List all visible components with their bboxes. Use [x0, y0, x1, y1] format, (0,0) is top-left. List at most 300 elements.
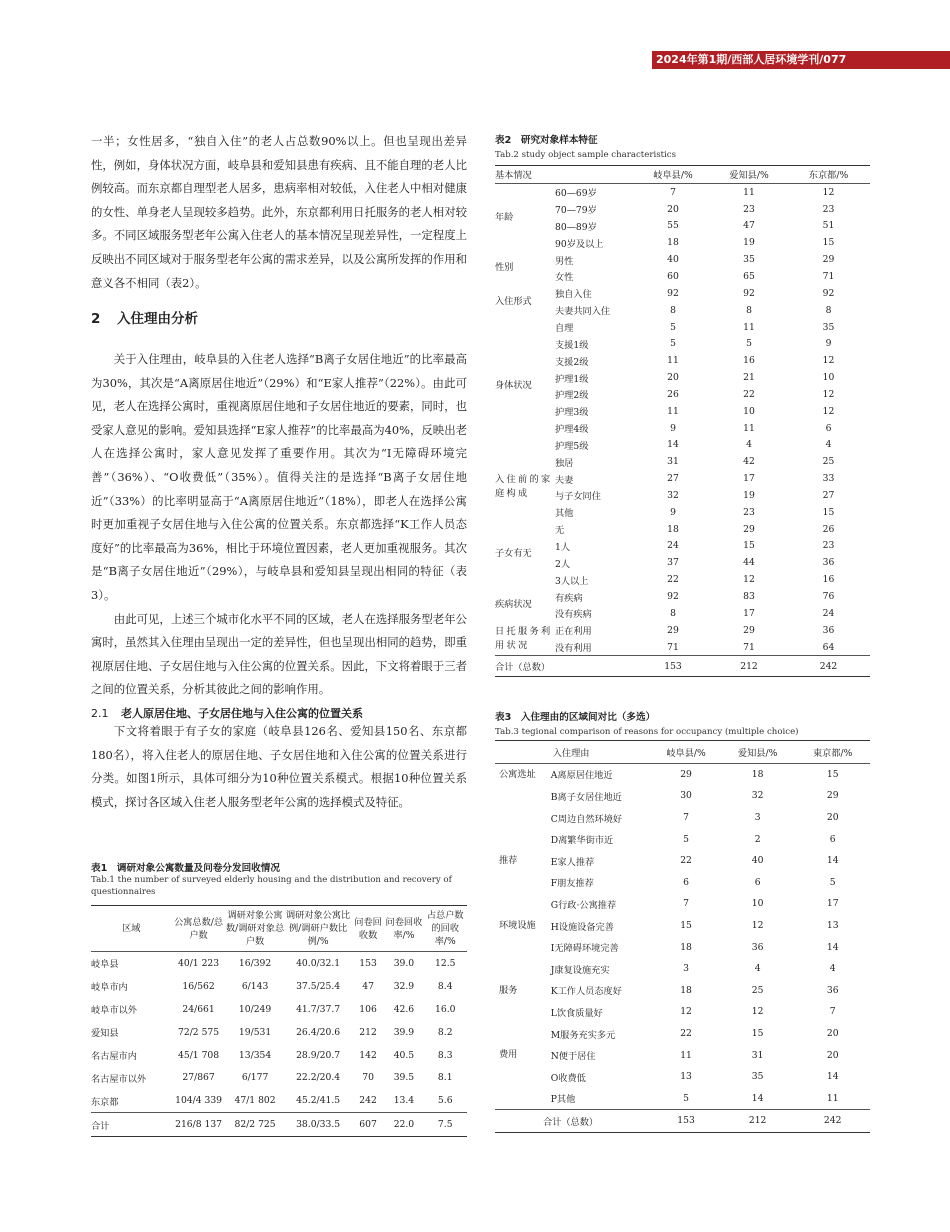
- table2-cell: 16: [822, 574, 835, 586]
- table2-cell: 7: [670, 186, 676, 198]
- table3-cell: 12: [751, 920, 764, 932]
- table2-cell: 26: [667, 388, 679, 400]
- table2-cell: 65: [743, 270, 755, 282]
- table1-cell: 39.0: [393, 957, 415, 969]
- table3-cell: 15: [826, 768, 839, 780]
- table1-header-cell: 公寓总数/总户数: [174, 916, 224, 941]
- table2-cell: 12: [743, 574, 755, 586]
- table1: [91, 905, 467, 1137]
- table3-cell: 3: [683, 963, 689, 975]
- table2-cell: 83: [743, 591, 755, 603]
- table2-cell: 9: [670, 506, 676, 518]
- table2-cell: 20: [667, 203, 679, 215]
- table1-cell: 27/867: [182, 1072, 215, 1084]
- table3-header-row: [495, 741, 870, 764]
- journal-header: 2024年第1期/西部人居环境学刊/077: [656, 53, 847, 66]
- table2-row: [495, 319, 870, 336]
- table1-cell: 41.7/37.7: [296, 1003, 341, 1015]
- paragraph-block-4: [91, 720, 467, 814]
- table2-cell: 11: [743, 321, 755, 333]
- table2-cell: 29: [822, 254, 835, 266]
- table2-cell: 独居: [555, 457, 574, 469]
- table3-cell: F朋友推荐: [550, 878, 594, 890]
- table3-cell: 29: [826, 790, 839, 802]
- table2-header-row: [495, 166, 870, 184]
- table1-cell: 5.6: [437, 1095, 453, 1107]
- table2-cell: 女性: [555, 272, 574, 284]
- table2-cell: 35: [822, 321, 835, 333]
- table2-cell: 其他: [555, 508, 574, 520]
- table2-cell: 10: [822, 372, 835, 384]
- table3-cell: 10: [751, 898, 764, 910]
- table2-cell: 夫妻: [555, 474, 574, 486]
- table3-cell: 14: [826, 1071, 839, 1083]
- table3-cell: 12: [680, 1006, 692, 1018]
- table2-total-cell: 242: [819, 660, 838, 672]
- table2-group-label: 子女有无: [495, 548, 532, 560]
- table2-cell: 与子女同住: [555, 491, 601, 503]
- table2-group-label: 疾病状况: [495, 598, 532, 610]
- table3-cell: 32: [751, 790, 764, 802]
- table1-header-cell: 问卷回收数: [354, 916, 382, 941]
- table1-cell: 153: [359, 957, 377, 969]
- table2-cell: 4: [746, 439, 752, 451]
- table3-row: [495, 893, 870, 915]
- table2-cell: 11: [743, 186, 755, 198]
- table2-row: [495, 183, 870, 200]
- table3-group-label: 服务: [499, 984, 518, 996]
- table2-cell: 37: [667, 557, 679, 569]
- table1-row: [91, 1021, 467, 1044]
- table2-cell: 夫妻共同入住: [555, 306, 611, 318]
- table1-cell: 22.0: [393, 1119, 415, 1131]
- subsection-title: 老人原居住地、子女居住地与入住公寓的位置关系: [121, 707, 363, 720]
- table3-cell: 18: [751, 768, 764, 780]
- table2-cell: 92: [667, 287, 679, 299]
- paragraph-2: 关于入住理由，岐阜县的入住老人选择“B离子女居住地近”的比率最高为30%，其次是“A离原居住地近”（29%）和“E家人推荐”（22%）。由此可见，老人在选择公寓时，重视离原居住地和子女居住地近的要素，同时，也受家人意见的影响。爱知县选择“E家人推荐”的比率最高为40%，反映出老人在选择公寓时，家人意见发挥了重要作用。其次为“I无障碍环境完善”（36%）、“O收费低”（35%）。值得关注的是选择“B离子女居住地近”（33%）的比率明显高于“A离原居住地近”（18%），即老人在选择公寓时更加重视子女居住地与入住公寓的位置关系。东京都选择“K工作人员态度好”的比率最高为36%，相比于环境位置因素，老人更加重视服务。其次是“B离子女居住地近”（29%），与岐阜县和爱知县呈现出相同的特征（表3）。: [91, 352, 467, 602]
- table1-row: [91, 975, 467, 998]
- table1-cell: 242: [359, 1095, 377, 1107]
- section-number: 2: [91, 311, 101, 327]
- table2-cell: 12: [822, 405, 835, 417]
- table2-cell: 护理1级: [555, 373, 589, 385]
- table3-row: [495, 1044, 870, 1066]
- table3-cell: 20: [826, 812, 839, 824]
- table1-cell: 岐阜市内: [91, 982, 128, 994]
- section-title: 入住理由分析: [117, 311, 198, 327]
- table3-cell: N便于居住: [550, 1051, 596, 1063]
- table1-cell: 爱知县: [91, 1028, 119, 1040]
- table2-cell: 36: [822, 624, 835, 636]
- table3-cell: 7: [829, 1006, 836, 1018]
- table2-cell: 支援2级: [555, 356, 589, 368]
- table2-cell: 71: [822, 270, 835, 282]
- table3-total-row: [495, 1110, 870, 1133]
- table2-cell: 9: [670, 422, 676, 434]
- table1-header-cell: 区域: [122, 923, 141, 934]
- table1-cell: 82/2 725: [234, 1119, 276, 1131]
- table1-cell: 19/531: [238, 1026, 272, 1038]
- paragraph-1-block: [91, 130, 467, 295]
- table2-row: [495, 588, 870, 605]
- table2-cell: 47: [743, 220, 755, 232]
- table1-cell: 13.4: [393, 1095, 415, 1107]
- table1-cell: 37.5/25.4: [296, 980, 341, 992]
- table2-total-cell: 212: [740, 660, 758, 672]
- table2-cell: 32: [667, 489, 679, 501]
- table3-cell: 14: [826, 855, 839, 867]
- table3-cell: J康复设施充实: [550, 964, 610, 976]
- table2-cell: 40: [667, 254, 679, 266]
- table3-body: [495, 763, 870, 1132]
- table2-cell: 12: [822, 388, 835, 400]
- table2-cell: 4: [825, 439, 832, 451]
- table2-cell: 24: [822, 607, 835, 619]
- table3: [495, 740, 870, 1133]
- table1-cell: 10/249: [238, 1003, 272, 1015]
- table2-cell: 6: [825, 422, 832, 434]
- table3-cell: 31: [751, 1049, 764, 1061]
- table3-caption: 表3 入住理由的区域间对比（多选）: [495, 712, 656, 723]
- table3-cell: 20: [826, 1028, 839, 1040]
- table2-cell: 31: [667, 456, 679, 468]
- table3-cell: 22: [680, 1028, 692, 1040]
- table1-cell: 岐阜市以外: [91, 1005, 137, 1017]
- table3-cell: 13: [826, 920, 839, 932]
- table1-cell: 32.9: [393, 980, 415, 992]
- table2-cell: 29: [743, 624, 755, 636]
- table3-total-cell: 212: [748, 1115, 767, 1127]
- table3-cell: 14: [751, 1092, 764, 1104]
- table2-cell: 15: [743, 540, 755, 552]
- table2-cell: 支援1级: [555, 339, 589, 351]
- paragraph-4: 下文将着眼于有子女的家庭（岐阜县126名、爱知县150名、东京都180名），将入住老人的原居住地、子女居住地和入住公寓的位置关系进行分类。如图1所示，具体可细分为10种位置关系模式。根据10种位置关系模式，探讨各区域入住老人服务型老年公寓的选择模式及特征。: [91, 724, 467, 809]
- table2-cell: 无: [555, 525, 565, 537]
- table1-body: [91, 952, 467, 1137]
- table2-cell: 92: [667, 591, 679, 603]
- table2-row: [495, 521, 870, 538]
- table3-header-cell: 爱知县/%: [737, 747, 778, 759]
- table3-cell: E家人推荐: [550, 856, 595, 868]
- table1-cell: 40.5: [393, 1049, 415, 1061]
- table3-row: [495, 1088, 870, 1110]
- table2-row: [495, 251, 870, 268]
- table2-cell: 护理4级: [555, 424, 589, 436]
- table2-cell: 3人以上: [555, 575, 589, 587]
- table2-cell: 11: [667, 405, 679, 417]
- table2-cell: 9: [825, 338, 832, 350]
- table1-cell: 16/392: [238, 957, 272, 969]
- table2-cell: 8: [670, 304, 676, 316]
- table2-cell: 17: [743, 607, 755, 619]
- table1-row: [91, 998, 467, 1021]
- table1-cell: 72/2 575: [178, 1026, 220, 1038]
- table3-group-label: 推荐: [499, 854, 518, 866]
- table1-row: [91, 1089, 467, 1112]
- paragraph-1: 一半；女性居多，“独自入住”的老人占总数90%以上。但也呈现出差异性，例如，身体状况方面，岐阜县和爱知县患有疾病、且不能自理的老人比例较高。而东京都自理型老人居多，患病率相对较低，入住老人中相对健康的女性、单身老人呈现较多趋势。此外，东京都利用日托服务的老人相对较多。不同区域服务型老年公寓入住老人的基本情况呈现差异性，一定程度上反映出不同区域对于服务型老年公寓的需求差异，以及公寓所发挥的作用和意义各不相同（表2）。: [91, 134, 467, 290]
- table1-header-cell: 问卷回收率/%: [385, 916, 423, 941]
- paragraph-block-2: [91, 348, 467, 702]
- table2-cell: 11: [743, 422, 755, 434]
- table3-cell: 15: [680, 920, 692, 932]
- table3-row: [495, 936, 870, 958]
- table1-cell: 7.5: [437, 1119, 453, 1131]
- table2-cell: 26: [822, 523, 835, 535]
- table3-row: [495, 958, 870, 980]
- table3-cell: 2: [754, 833, 761, 845]
- table2-cell: 71: [667, 641, 679, 653]
- table1-header-cell: 调研对象公寓数/调研对象总户数: [225, 910, 285, 947]
- table2-total-cell: 合计（总数）: [495, 662, 551, 674]
- table3-cell: 14: [826, 941, 839, 953]
- table1-cell: 70: [362, 1072, 374, 1084]
- table1-row: [91, 1066, 467, 1089]
- table1-row: [91, 952, 467, 975]
- table2-cell: 55: [667, 220, 679, 232]
- table2-cell: 护理2级: [555, 390, 589, 402]
- table3-cell: C周边自然环境好: [550, 813, 623, 825]
- table3-cell: 17: [826, 898, 839, 910]
- table1-cell: 39.5: [393, 1072, 415, 1084]
- table3-cell: 5: [683, 1092, 689, 1104]
- table2-row: [495, 453, 870, 470]
- table3-group-label: 公寓选址: [499, 768, 536, 780]
- table3-cell: L饮食质量好: [550, 1007, 603, 1019]
- table1-cell: 合计: [91, 1120, 110, 1132]
- table2-cell: 男性: [555, 255, 574, 267]
- table3-cell: 6: [829, 833, 836, 845]
- table3-cell: 36: [826, 984, 839, 996]
- table2-row: [495, 285, 870, 302]
- table2-cell: 23: [743, 506, 755, 518]
- table2-caption: 表2 研究对象样本特征: [495, 135, 598, 146]
- table3-cell: B离子女居住地近: [550, 791, 622, 803]
- table2-cell: 44: [743, 557, 755, 569]
- table2-cell: 25: [822, 456, 835, 468]
- table3-cell: A离原居住地近: [550, 770, 613, 782]
- table3-row: [495, 872, 870, 894]
- table1-cell: 26.4/20.6: [296, 1026, 341, 1038]
- table2-header-cell: 东京都/%: [808, 170, 849, 182]
- table2-cell: 15: [822, 506, 835, 518]
- table2-cell: 有疾病: [555, 592, 583, 604]
- table1-cell: 16.0: [435, 1003, 456, 1015]
- table3-row: [495, 763, 870, 785]
- table2-cell: 没有疾病: [555, 609, 592, 621]
- table3-cell: 11: [826, 1092, 839, 1104]
- table1-row: [91, 1044, 467, 1067]
- table1-cell: 28.9/20.7: [296, 1049, 341, 1061]
- table1-cell: 8.4: [437, 980, 453, 992]
- table1-cell: 40.0/32.1: [296, 957, 341, 969]
- table1-cell: 24/661: [182, 1003, 215, 1015]
- table1-cell: 东京都: [91, 1096, 119, 1108]
- table1-cell: 47: [362, 980, 374, 992]
- table3-cell: 4: [754, 963, 761, 975]
- table1-cell: 212: [359, 1026, 377, 1038]
- table1-cell: 42.6: [393, 1003, 415, 1015]
- table1-header-cell: 调研对象公寓比例/调研户数比例/%: [285, 910, 351, 947]
- table3-total-cell: 合计（总数）: [543, 1116, 599, 1128]
- table3-cell: K工作人员态度好: [550, 986, 622, 998]
- table2-cell: 22: [667, 574, 679, 586]
- subsection-number: 2.1: [91, 707, 109, 720]
- table1-cell: 8.1: [437, 1072, 453, 1084]
- table2-cell: 23: [822, 203, 835, 215]
- table1-header-row: [91, 906, 467, 952]
- table3-row: [495, 785, 870, 807]
- table3-total-cell: 242: [823, 1115, 842, 1127]
- table3-row: [495, 807, 870, 829]
- table2-cell: 76: [822, 591, 835, 603]
- table1-cell: 216/8 137: [175, 1119, 223, 1131]
- table2-cell: 10: [743, 405, 755, 417]
- table2-cell: 5: [746, 338, 752, 350]
- table3-row: [495, 1023, 870, 1045]
- table2-cell: 8: [825, 304, 832, 316]
- table2-cell: 2人: [555, 558, 571, 570]
- table3-cell: 5: [683, 833, 689, 845]
- table1-cell: 106: [359, 1003, 377, 1015]
- table2-group-label: 身体状况: [495, 379, 532, 391]
- table2-cell: 90岁及以上: [555, 238, 604, 250]
- table2-header-cell: 岐阜县/%: [653, 170, 693, 182]
- table2-cell: 18: [667, 237, 679, 249]
- table2-cell: 19: [743, 489, 755, 501]
- table2-cell: 独自入住: [555, 289, 592, 301]
- table2-header-cell: 基本情况: [495, 170, 532, 182]
- table3-cell: 29: [680, 768, 692, 780]
- table3-header-cell: 岐阜县/%: [666, 747, 706, 759]
- table2-cell: 18: [667, 523, 679, 535]
- table3-cell: H设施设备完善: [550, 921, 614, 933]
- table3-cell: 18: [680, 984, 692, 996]
- table3-row: [495, 850, 870, 872]
- table1-cell: 45/1 708: [178, 1049, 220, 1061]
- table3-cell: 12: [751, 1006, 764, 1018]
- table1-cell: 104/4 339: [175, 1095, 223, 1107]
- table2-cell: 64: [822, 641, 835, 653]
- table2-cell: 没有利用: [555, 643, 592, 655]
- table2-caption-block: [495, 132, 870, 161]
- table1-cell: 22.2/20.4: [296, 1072, 341, 1084]
- table1-cell: 12.5: [435, 957, 456, 969]
- table2-cell: 19: [743, 237, 755, 249]
- table2-caption-en: Tab.2 study object sample characteristics: [495, 150, 677, 160]
- table3-cell: 18: [680, 941, 692, 953]
- table2-cell: 33: [822, 473, 835, 485]
- table1-cell: 607: [359, 1119, 377, 1131]
- table1-cell: 38.0/33.5: [296, 1119, 341, 1131]
- subsection-heading-2-1: [91, 705, 363, 721]
- table3-cell: D离繁华街市近: [550, 835, 614, 847]
- table1-cell: 6/177: [241, 1072, 269, 1084]
- table1-cell: 47/1 802: [234, 1095, 276, 1107]
- table3-cell: G行政·公寓推荐: [550, 899, 617, 911]
- table1-cell: 6/143: [241, 980, 269, 992]
- table2-cell: 51: [822, 220, 835, 232]
- table1-cell: 142: [359, 1049, 377, 1061]
- table3-group-label: 费用: [499, 1049, 518, 1061]
- table2-total-cell: 153: [664, 660, 682, 672]
- table1-cell: 16/562: [182, 980, 215, 992]
- table2-cell: 80—89岁: [555, 221, 597, 233]
- table2-cell: 8: [670, 607, 676, 619]
- table3-cell: 15: [751, 1028, 764, 1040]
- table2-cell: 正在利用: [555, 626, 592, 638]
- table2-cell: 29: [667, 624, 679, 636]
- table2-cell: 5: [670, 321, 676, 333]
- table2-cell: 71: [743, 641, 755, 653]
- table3-cell: 6: [754, 876, 761, 888]
- table1-cell: 40/1 223: [178, 957, 220, 969]
- table3-cell: 40: [751, 855, 764, 867]
- table1-header-cell: 占总户数的回收率/%: [426, 910, 464, 947]
- table1-caption-en: Tab.1 the number of surveyed elderly housing and the distribution and recovery of questionnaires: [91, 875, 452, 897]
- table2-cell: 16: [743, 355, 755, 367]
- table2-cell: 60: [667, 270, 679, 282]
- table2-cell: 护理3级: [555, 407, 589, 419]
- table1-cell: 名古屋市以外: [91, 1073, 147, 1085]
- table3-cell: 35: [751, 1071, 764, 1083]
- table2-cell: 21: [743, 372, 755, 384]
- table2-cell: 29: [743, 523, 755, 535]
- table2-cell: 35: [743, 254, 755, 266]
- table2-group-label: 入住前的家庭构成: [495, 474, 553, 500]
- table2-cell: 92: [822, 287, 835, 299]
- table3-cell: 5: [829, 876, 836, 888]
- table3-cell: 3: [754, 812, 761, 824]
- table2-row: [495, 622, 870, 639]
- table2-group-label: 年龄: [495, 211, 514, 223]
- table3-header-cell: 東京都/%: [813, 747, 853, 759]
- table2-cell: 14: [667, 439, 679, 451]
- table3-cell: 22: [680, 855, 692, 867]
- table2-cell: 8: [746, 304, 752, 316]
- table3-group-label: 环境设施: [499, 919, 536, 931]
- table2-group-label: 性别: [495, 262, 514, 274]
- table3-header-cell: 入住理由: [552, 747, 590, 759]
- table3-row: [495, 1066, 870, 1088]
- table1-cell: 名古屋市内: [91, 1051, 137, 1062]
- table3-cell: O收费低: [550, 1072, 586, 1084]
- table2-group-label: 日托服务利用状况: [495, 625, 553, 651]
- table2-cell: 60—69岁: [555, 188, 597, 200]
- table1-cell: 39.9: [393, 1026, 415, 1038]
- table3-cell: 7: [683, 898, 689, 910]
- paragraph-3: 由此可见，上述三个城市化水平不同的区域，老人在选择服务型老年公寓时，虽然其入住理由呈现出一定的差异性，但也呈现出相同的趋势，即重视原居住地、子女居住地与入住公寓的位置关系。因此，下文将着眼于三者之间的位置关系，分析其彼此之间的影响作用。: [91, 611, 467, 697]
- table2-cell: 23: [822, 540, 835, 552]
- table3-cell: M服务充实多元: [550, 1029, 616, 1041]
- table2: [495, 165, 870, 677]
- table2-cell: 22: [743, 388, 755, 400]
- table2-cell: 5: [670, 338, 676, 350]
- section-heading-2: [91, 307, 198, 327]
- table3-row: [495, 980, 870, 1002]
- table1-cell: 8.2: [437, 1026, 453, 1038]
- table1-cell: 8.3: [437, 1049, 453, 1061]
- table3-cell: 6: [683, 876, 689, 888]
- table3-cell: 30: [680, 790, 692, 802]
- table2-cell: 12: [822, 355, 835, 367]
- table2-cell: 27: [822, 489, 835, 501]
- table2-cell: 自理: [555, 323, 574, 335]
- table3-cell: 25: [751, 984, 764, 996]
- table1-caption-block: [91, 860, 467, 898]
- table1-cell: 45.2/41.5: [296, 1095, 341, 1107]
- table2-cell: 27: [667, 473, 679, 485]
- table1-caption: 表1 调研对象公寓数量及问卷分发回收情况: [91, 863, 280, 874]
